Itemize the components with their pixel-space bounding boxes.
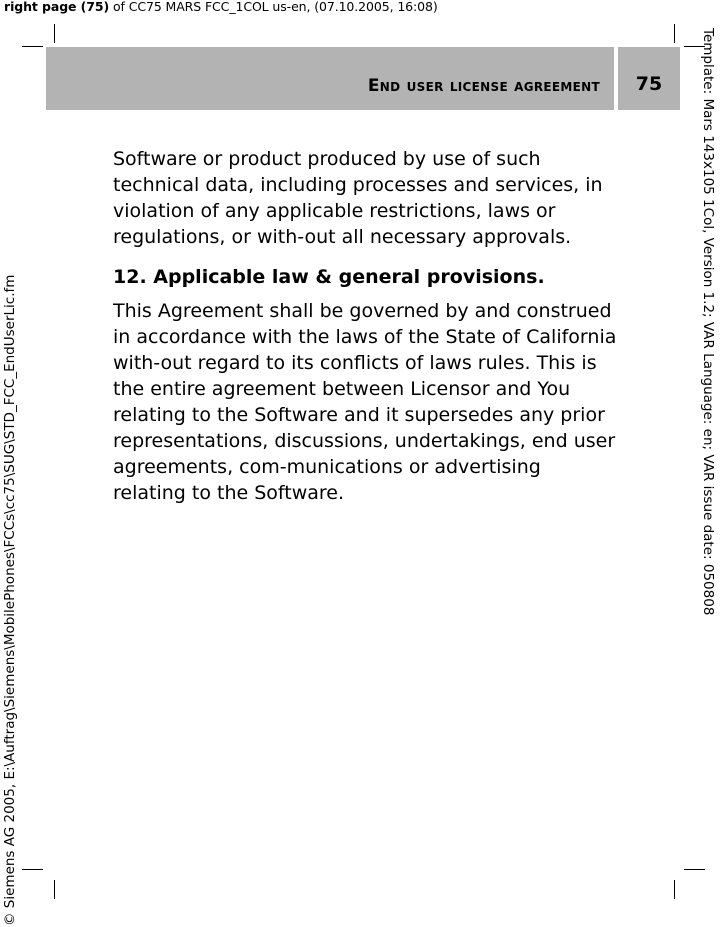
- template-info: Template: Mars 143x105 1Col, Version 1.2; VAR Language: en; VAR issue date: 050808: [700, 28, 716, 616]
- lead-paragraph: Software or product produced by use of such technical data, including processes and services, in violation of any applicable restrictions, laws or regulations, or with-out all necessary approvals.: [113, 148, 603, 248]
- crop-mark: [54, 24, 55, 43]
- section-paragraph: This Agreement shall be governed by and construed in accordance with the laws of the State of California with-out regard to its conflicts of laws rules. This is the entire agreement between Licensor and You relating to the Software and it supersedes any prior representations, discussions, undertakings, end user agreements, com-munications or advertising relating to the Software.: [113, 300, 617, 504]
- page-label: right page (75): [4, 0, 110, 14]
- section-heading: 12. Applicable law & general provisions.: [113, 266, 545, 288]
- crop-mark: [54, 880, 55, 899]
- print-slug: [4, 0, 438, 15]
- crop-mark: [684, 869, 705, 870]
- document-info: of CC75 MARS FCC_1COL us-en, (07.10.2005, 16:08): [109, 0, 438, 14]
- header-band: [46, 47, 614, 110]
- crop-mark: [22, 46, 43, 47]
- copyright-path: © Siemens AG 2005, E:\Auftrag\Siemens\MobilePhones\FCCs\cc75\SUG\STD_FCC_EndUserLic.fm: [2, 274, 18, 926]
- crop-mark: [22, 869, 43, 870]
- chapter-title: End user license agreement: [367, 76, 600, 96]
- crop-mark: [674, 24, 675, 43]
- crop-mark: [674, 880, 675, 899]
- page-number: 75: [635, 73, 663, 95]
- page-number-box: [618, 47, 680, 110]
- body-text: [113, 146, 618, 506]
